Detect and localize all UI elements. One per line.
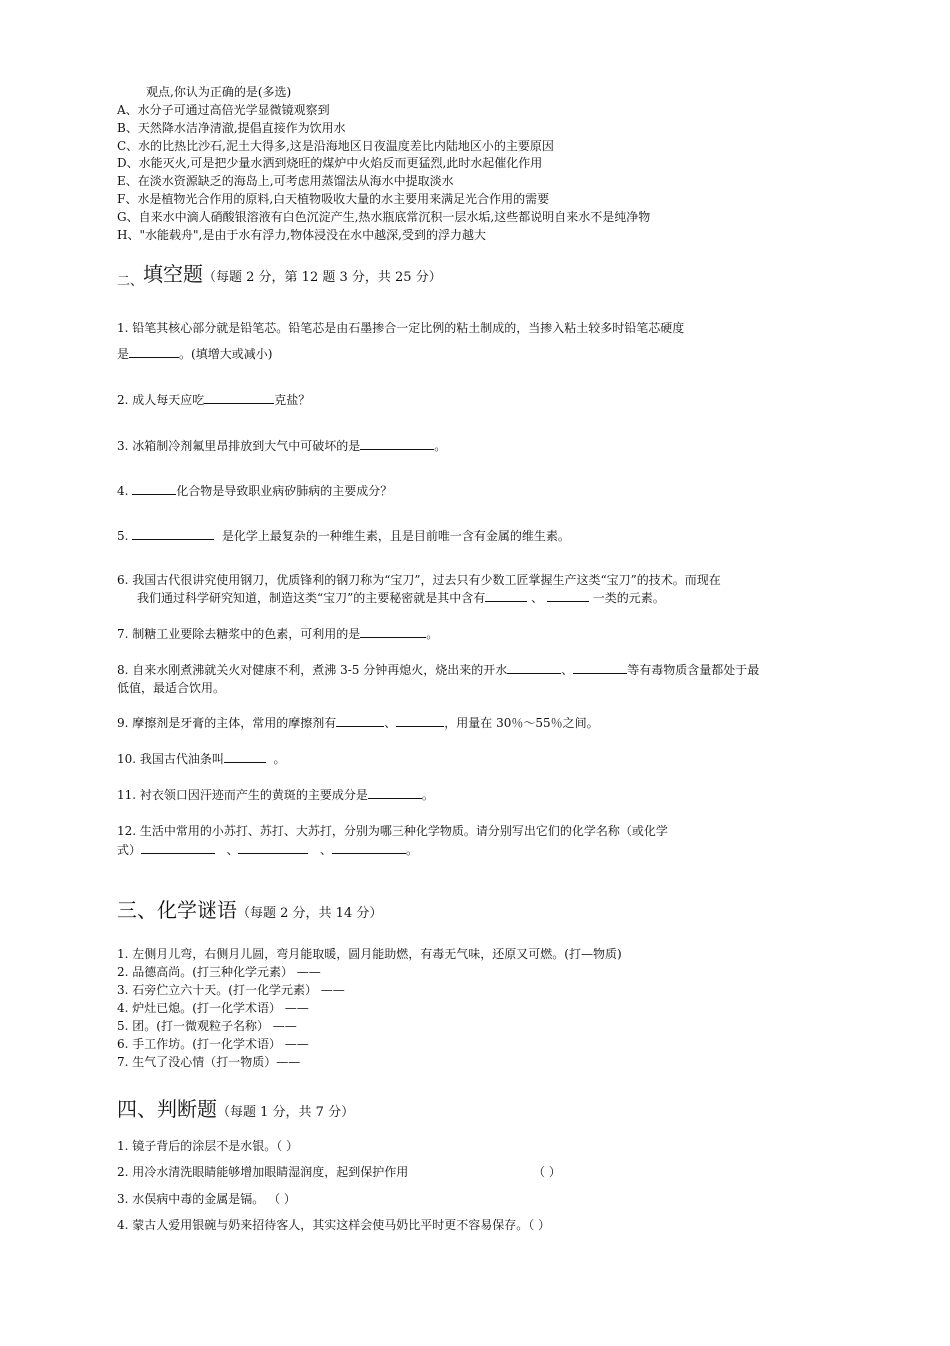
fill-q7: 7. 制糖工业要除去糖浆中的色素，可利用的是 。 xyxy=(117,627,439,641)
option-g: G、自来水中滴人硝酸银溶液有白色沉淀产生,热水瓶底常沉积一层水垢,这些都说明自来水不是纯净物 xyxy=(117,210,651,224)
option-c: C、水的比热比沙石,泥土大得多,这是沿海地区日夜温度差比内陆地区小的主要原因 xyxy=(117,139,554,153)
fill-q6-line1: 6. 我国古代很讲究使用钢刀，优质锋利的钢刀称为“宝刀”，过去只有少数工匠掌握生产这类“宝刀”的技术。而现在 xyxy=(117,573,721,587)
answer-blank[interactable] xyxy=(368,786,422,799)
judge-q2: 2. 用冷水清洗眼睛能够增加眼睛湿润度，起到保护作用 xyxy=(117,1165,409,1179)
answer-blank[interactable] xyxy=(132,482,176,495)
section-2-heading xyxy=(117,258,442,287)
answer-blank[interactable] xyxy=(129,345,179,358)
judge-q2-paren[interactable]: （ ） xyxy=(533,1165,561,1179)
answer-blank[interactable] xyxy=(132,527,214,540)
fill-q4: 4. 化合物是导致职业病矽肺病的主要成分？ xyxy=(117,484,393,498)
answer-blank[interactable] xyxy=(547,589,589,602)
riddle-item: 7. 生气了没心情（打一物质）—— xyxy=(117,1055,301,1069)
riddle-item: 5. 团。(打一微观粒子名称） —— xyxy=(117,1019,297,1033)
option-h: H、"水能载舟",是由于水有浮力,物体浸没在水中越深,受到的浮力越大 xyxy=(117,228,486,242)
fill-q6-line2: 我们通过科学研究知道，制造这类“宝刀”的主要秘密就是其中含有 、 一类的元素。 xyxy=(137,591,665,605)
fill-q9: 9. 摩擦剂是牙膏的主体，常用的摩擦剂有 、 ，用量在 30％～55％之间。 xyxy=(117,716,599,730)
option-b: B、天然降水洁净清澈,提倡直接作为饮用水 xyxy=(117,121,346,135)
answer-blank[interactable] xyxy=(507,661,561,674)
fill-q1-line1: 1. 铅笔其核心部分就是铅笔芯。铅笔芯是由石墨掺合一定比例的粘土制成的，当掺入粘土较多时铅笔芯硬度 xyxy=(117,321,685,335)
question-stem: 观点,你认为正确的是(多选) xyxy=(146,85,292,99)
answer-blank[interactable] xyxy=(141,841,215,854)
fill-q2: 2. 成人每天应吃 克盐？ xyxy=(117,393,311,407)
section-2-number: 二、 xyxy=(117,274,144,289)
fill-q11: 11. 衬衣领口因汗迹而产生的黄斑的主要成分是 。 xyxy=(117,788,434,802)
fill-q10: 10. 我国古代油条叫 。 xyxy=(117,752,286,766)
judge-q1: 1. 镜子背后的涂层不是水银。（ ） xyxy=(117,1139,299,1153)
answer-blank[interactable] xyxy=(360,625,426,638)
section-3-title: 三、化学谜语 xyxy=(117,898,237,922)
fill-q1-line2: 是 。(填增大或减小) xyxy=(117,347,273,361)
section-2-title: 填空题 xyxy=(143,262,204,286)
section-4-heading xyxy=(117,1093,354,1122)
section-2-note: （每题 2 分，第 12 题 3 分，共 25 分） xyxy=(203,270,442,285)
judge-q3: 3. 水俣病中毒的金属是镉。 （ ） xyxy=(117,1192,296,1206)
riddle-item: 3. 石旁伫立六十天。(打一化学元素） —— xyxy=(117,983,345,997)
fill-q12-line1: 12. 生活中常用的小苏打、苏打、大苏打，分别为哪三种化学物质。请分别写出它们的化学名称（或化学 xyxy=(117,824,668,838)
answer-blank[interactable] xyxy=(360,437,434,450)
answer-blank[interactable] xyxy=(204,391,274,404)
section-4-title: 四、判断题 xyxy=(117,1097,217,1121)
riddle-item: 1. 左侧月儿弯，右侧月儿圆，弯月能取暖，圆月能助燃，有毒无气味，还原又可燃。(打—物质) xyxy=(117,947,622,961)
riddle-item: 2. 品德高尚。(打三种化学元素） —— xyxy=(117,965,321,979)
answer-blank[interactable] xyxy=(336,714,384,727)
answer-blank[interactable] xyxy=(396,714,444,727)
fill-q5: 5. 是化学上最复杂的一种维生素，且是目前唯一含有金属的维生素。 xyxy=(117,529,570,543)
fill-q8-line2: 低值，最适合饮用。 xyxy=(117,681,226,695)
fill-q8-line1: 8. 自来水刚煮沸就关火对健康不利，煮沸 3-5 分钟再熄火，烧出来的开水 、 等有毒物质含量都处于最 xyxy=(117,663,760,677)
option-f: F、水是植物光合作用的原料,白天植物吸收大量的水主要用来满足光合作用的需要 xyxy=(117,192,550,206)
judge-q4: 4. 蒙古人爱用银碗与奶来招待客人，其实这样会使马奶比平时更不容易保存。（ ） xyxy=(117,1218,551,1232)
answer-blank[interactable] xyxy=(224,750,266,763)
answer-blank[interactable] xyxy=(238,841,308,854)
riddle-item: 4. 炉灶已熄。(打一化学术语） —— xyxy=(117,1001,309,1015)
option-e: E、在淡水资源缺乏的海岛上,可考虑用蒸馏法从海水中提取淡水 xyxy=(117,174,454,188)
answer-blank[interactable] xyxy=(332,841,406,854)
option-d: D、水能灭火,可是把少量水洒到烧旺的煤炉中火焰反而更猛烈,此时水起催化作用 xyxy=(117,156,543,170)
section-4-note: （每题 1 分，共 7 分） xyxy=(217,1105,355,1120)
riddle-item: 6. 手工作坊。(打一化学术语） —— xyxy=(117,1037,309,1051)
fill-q3: 3. 冰箱制冷剂氟里昂排放到大气中可破坏的是 。 xyxy=(117,439,447,453)
option-a: A、水分子可通过高倍光学显微镜观察到 xyxy=(117,103,330,117)
fill-q12-line2: 式） 、 、 。 xyxy=(117,843,418,857)
answer-blank[interactable] xyxy=(573,661,627,674)
section-3-heading xyxy=(117,894,382,923)
answer-blank[interactable] xyxy=(485,589,527,602)
section-3-note: （每题 2 分，共 14 分） xyxy=(237,906,383,921)
